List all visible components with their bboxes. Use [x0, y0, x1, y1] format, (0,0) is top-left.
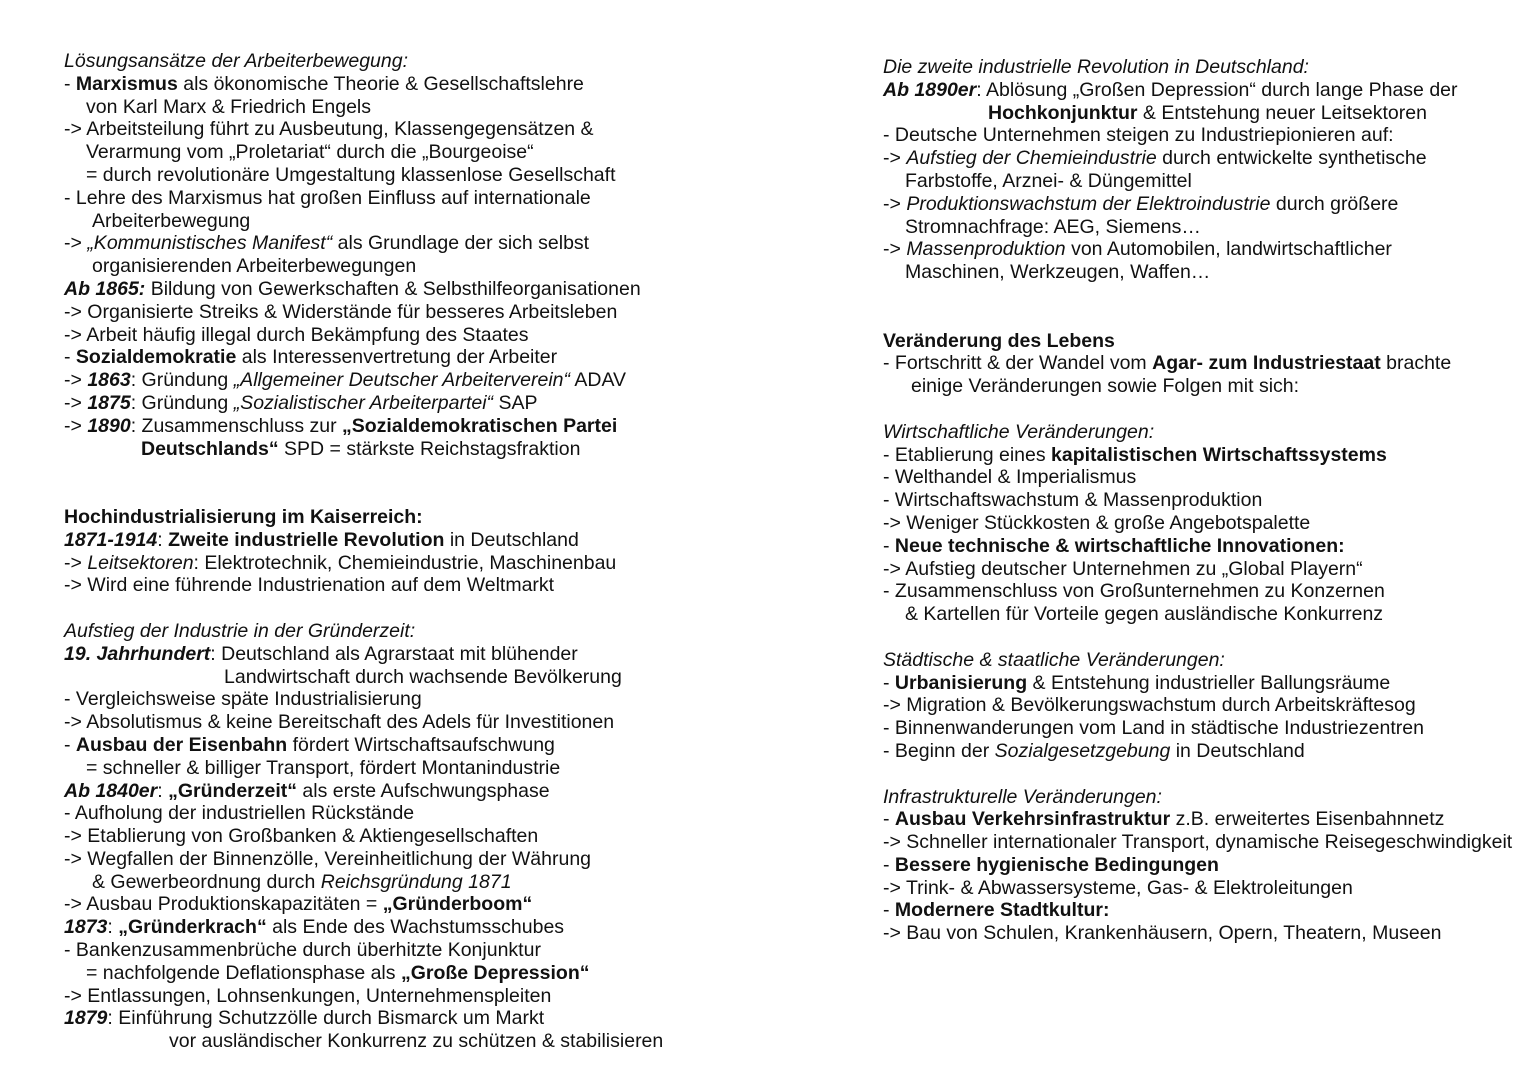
- text-line: -> 1890: Zusammenschluss zur „Sozialdemokratischen Partei: [64, 414, 618, 437]
- text-line: - Bessere hygienische Bedingungen: [883, 853, 1219, 876]
- text-line: = durch revolutionäre Umgestaltung klassenlose Gesellschaft: [86, 163, 616, 186]
- text-line: Stromnachfrage: AEG, Siemens…: [905, 215, 1201, 238]
- text-line: & Gewerbeordnung durch Reichsgründung 1871: [92, 870, 512, 893]
- text-line: Verarmung vom „Proletariat“ durch die „Bourgeoise“: [86, 141, 534, 164]
- text-line: von Karl Marx & Friedrich Engels: [86, 95, 372, 118]
- section-infrastruktur: [883, 786, 1523, 946]
- text-line: - Binnenwanderungen vom Land in städtische Industriezentren: [883, 717, 1424, 740]
- text-line: - Neue technische & wirtschaftliche Innovationen:: [883, 534, 1345, 557]
- text-line: Maschinen, Werkzeugen, Waffen…: [905, 261, 1211, 284]
- section-staedtisch: [883, 649, 1523, 763]
- text-line: 1873: „Gründerkrach“ als Ende des Wachstumsschubes: [64, 916, 565, 939]
- text-line: -> 1875: Gründung „Sozialistischer Arbeiterpartei“ SAP: [64, 391, 538, 414]
- text-line: - Sozialdemokratie als Interessenvertretung der Arbeiter: [64, 346, 558, 369]
- text-line: - Wirtschaftswachstum & Massenproduktion: [883, 489, 1263, 512]
- section-heading: Wirtschaftliche Veränderungen:: [883, 420, 1155, 443]
- text-line: einige Veränderungen sowie Folgen mit sich:: [911, 375, 1300, 398]
- text-line: 1879: Einführung Schutzzölle durch Bismarck um Markt: [64, 1007, 545, 1030]
- text-line: organisierenden Arbeiterbewegungen: [92, 255, 417, 278]
- text-line: -> Aufstieg der Chemieindustrie durch entwickelte synthetische: [883, 147, 1427, 170]
- text-line: -> „Kommunistisches Manifest“ als Grundlage der sich selbst: [64, 232, 590, 255]
- text-line: - Zusammenschluss von Großunternehmen zu Konzernen: [883, 580, 1385, 603]
- text-line: Arbeiterbewegung: [92, 209, 251, 232]
- text-line: Hochkonjunktur & Entstehung neuer Leitsektoren: [988, 101, 1427, 124]
- text-line: 19. Jahrhundert: Deutschland als Agrarstaat mit blühender: [64, 642, 578, 665]
- text-line: & Kartellen für Vorteile gegen ausländische Konkurrenz: [905, 603, 1384, 626]
- left-column: [64, 50, 704, 1053]
- text-line: -> Schneller internationaler Transport, dynamische Reisegeschwindigkeit: [883, 831, 1513, 854]
- text-line: - Ausbau Verkehrsinfrastruktur z.B. erweitertes Eisenbahnnetz: [883, 808, 1445, 831]
- section-heading: Städtische & staatliche Veränderungen:: [883, 648, 1225, 671]
- text-line: -> Organisierte Streiks & Widerstände für besseres Arbeitsleben: [64, 300, 618, 323]
- text-line: -> Leitsektoren: Elektrotechnik, Chemieindustrie, Maschinenbau: [64, 551, 617, 574]
- text-line: - Etablierung eines kapitalistischen Wirtschaftssystems: [883, 443, 1387, 466]
- text-line: - Beginn der Sozialgesetzgebung in Deutschland: [883, 739, 1305, 762]
- text-line: - Vergleichsweise späte Industrialisierung: [64, 688, 422, 711]
- text-line: - Fortschritt & der Wandel vom Agar- zum Industriestaat brachte: [883, 352, 1452, 375]
- text-line: -> Massenproduktion von Automobilen, landwirtschaftlicher: [883, 238, 1392, 261]
- text-line: - Aufholung der industriellen Rückstände: [64, 802, 415, 825]
- section-zweite-revolution: [883, 56, 1523, 284]
- text-line: - Bankenzusammenbrüche durch überhitzte Konjunktur: [64, 939, 541, 962]
- text-line: - Marxismus als ökonomische Theorie & Gesellschaftslehre: [64, 72, 584, 95]
- text-line: - Urbanisierung & Entstehung industrieller Ballungsräume: [883, 671, 1391, 694]
- section-heading: Hochindustrialisierung im Kaiserreich:: [64, 505, 423, 528]
- section-veraenderung-lebens: [883, 330, 1523, 398]
- text-line: - Welthandel & Imperialismus: [883, 466, 1137, 489]
- text-line: - Lehre des Marxismus hat großen Einfluss auf internationale: [64, 186, 591, 209]
- section-heading: Veränderung des Lebens: [883, 329, 1115, 352]
- text-line: vor ausländischer Konkurrenz zu schützen & stabilisieren: [169, 1030, 664, 1053]
- section-heading: Lösungsansätze der Arbeiterbewegung:: [64, 50, 409, 72]
- section-gruenderzeit: [64, 620, 704, 1053]
- text-line: -> Trink- & Abwassersysteme, Gas- & Elektroleitungen: [883, 876, 1353, 899]
- text-line: -> Arbeitsteilung führt zu Ausbeutung, Klassengegensätzen &: [64, 118, 594, 141]
- section-heading: Infrastrukturelle Veränderungen:: [883, 785, 1162, 808]
- text-line: -> Entlassungen, Lohnsenkungen, Unternehmenspleiten: [64, 984, 552, 1007]
- section-heading: Die zweite industrielle Revolution in Deutschland:: [883, 56, 1309, 78]
- text-line: -> Wegfallen der Binnenzölle, Vereinheitlichung der Währung: [64, 847, 592, 870]
- text-line: = nachfolgende Deflationsphase als „Große Depression“: [86, 961, 590, 984]
- section-arbeiterbewegung: [64, 50, 704, 460]
- text-line: -> Produktionswachstum der Elektroindustrie durch größere: [883, 192, 1399, 215]
- text-line: -> Bau von Schulen, Krankenhäusern, Opern, Theatern, Museen: [883, 922, 1442, 945]
- text-line: -> Wird eine führende Industrienation auf dem Weltmarkt: [64, 574, 555, 597]
- text-line: Ab 1865: Bildung von Gewerkschaften & Selbsthilfeorganisationen: [64, 277, 641, 300]
- text-line: -> 1863: Gründung „Allgemeiner Deutscher Arbeiterverein“ ADAV: [64, 369, 627, 392]
- section-heading: Aufstieg der Industrie in der Gründerzeit:: [64, 619, 416, 642]
- text-line: - Modernere Stadtkultur:: [883, 899, 1110, 922]
- text-line: -> Weniger Stückkosten & große Angebotspalette: [883, 511, 1311, 534]
- section-wirtschaftlich: [883, 421, 1523, 626]
- text-line: - Ausbau der Eisenbahn fördert Wirtschaftsaufschwung: [64, 733, 555, 756]
- text-line: - Deutsche Unternehmen steigen zu Industriepionieren auf:: [883, 124, 1394, 147]
- text-line: Farbstoffe, Arznei- & Düngemittel: [905, 169, 1192, 192]
- text-line: Ab 1840er: „Gründerzeit“ als erste Aufschwungsphase: [64, 779, 550, 802]
- section-hochindustrialisierung: [64, 506, 704, 597]
- text-line: = schneller & billiger Transport, fördert Montanindustrie: [86, 756, 561, 779]
- text-line: Ab 1890er: Ablösung „Großen Depression“ durch lange Phase der: [883, 78, 1458, 101]
- text-line: 1871-1914: Zweite industrielle Revolution in Deutschland: [64, 528, 579, 551]
- text-line: -> Etablierung von Großbanken & Aktiengesellschaften: [64, 825, 539, 848]
- text-line: -> Absolutismus & keine Bereitschaft des Adels für Investitionen: [64, 711, 615, 734]
- text-line: Landwirtschaft durch wachsende Bevölkerung: [224, 665, 622, 688]
- text-line: Deutschlands“ SPD = stärkste Reichstagsfraktion: [141, 437, 581, 460]
- text-line: -> Migration & Bevölkerungswachstum durch Arbeitskräftesog: [883, 694, 1416, 717]
- right-column: [883, 56, 1523, 945]
- text-line: -> Ausbau Produktionskapazitäten = „Gründerboom“: [64, 893, 533, 916]
- text-line: -> Arbeit häufig illegal durch Bekämpfung des Staates: [64, 323, 529, 346]
- text-line: -> Aufstieg deutscher Unternehmen zu „Global Playern“: [883, 557, 1363, 580]
